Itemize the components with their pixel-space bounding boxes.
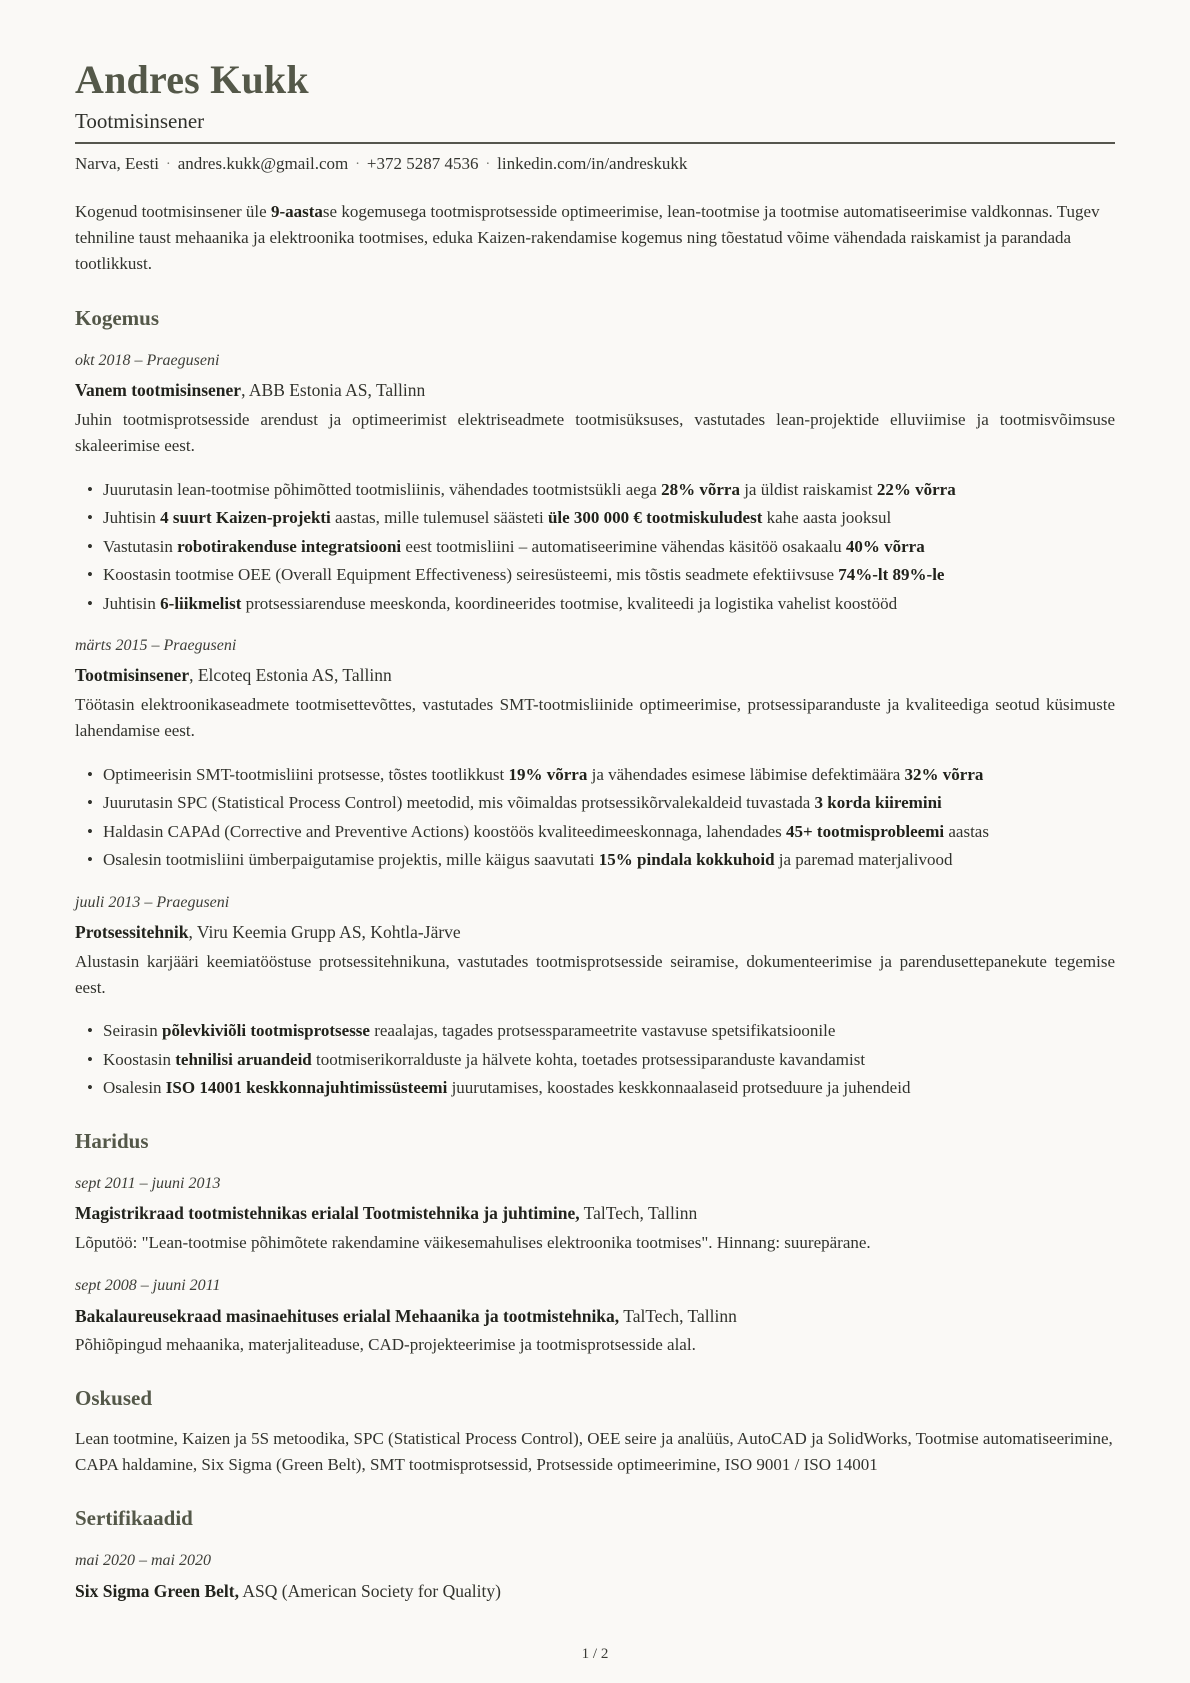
entry-bullet-list [75,477,1115,617]
entry-title: Protsessitehnik [75,922,189,943]
education-entry [75,1275,1115,1358]
entry-role [75,663,1115,688]
experience-entry [75,892,1115,1101]
entry-bullet-list [75,1018,1115,1101]
entry-cert-title: Six Sigma Green Belt, ASQ (American Society for Quality) [75,1580,501,1601]
entry-bullet-list [75,762,1115,873]
job-title-subtitle: Tootmisinsener [75,109,205,133]
entry-degree: Magistrikraad tootmistehnikas erialal Tootmistehnika ja juhtimine, TalTech, Tallinn [75,1203,698,1224]
entry-role [75,378,1115,403]
bullet-item: • Koostasin tootmise OEE (Overall Equipment Effectiveness) seiresüsteemi, mis tõstis seadmete efektiivsuse 74%-lt 89%-le [75,562,1115,588]
header-divider [75,142,1115,144]
entry-title: Vanem tootmisinsener [75,380,242,401]
entry-note: Lõputöö: "Lean-tootmise põhimõtete rakendamine väikesemahulises elektroonika tootmises". Hinnang: suurepärane. [75,1232,871,1252]
entry-dates: sept 2008 – juuni 2011 [75,1277,221,1295]
entry-company: , ABB Estonia AS, Tallinn [241,380,426,401]
bullet-item: • Koostasin tehnilisi aruandeid tootmiserikorralduste ja hälvete kohta, toetades protsessiparanduste kavandamist [75,1047,1115,1073]
bullet-item: • Juhtisin 6-liikmelist protsessiarenduse meeskonda, koordineerides tootmise, kvaliteedi ja logistika vahelist koostööd [75,591,1115,617]
entry-dates: märts 2015 – Praeguseni [75,637,237,655]
contact-separator: · [485,157,491,173]
bullet-item: • Vastutasin robotirakenduse integratsiooni eest tootmisliini – automatiseerimine vähendas käsitöö osakaalu 40% võrra [75,534,1115,560]
bullet-item: • Juhtisin 4 suurt Kaizen-projekti aastas, mille tulemusel säästeti üle 300 000 € tootmiskuludest kahe aasta jooksul [75,505,1115,531]
page-number: 1 / 2 [581,1646,609,1662]
contact-separator: · [355,157,360,173]
contact-location: Narva, Eesti [75,154,160,174]
entry-role [75,920,1115,945]
entry-dates: juuli 2013 – Praeguseni [75,893,230,911]
entry-dates: okt 2018 – Praeguseni [75,351,220,369]
certification-entry [75,1550,1115,1603]
entry-title: Tootmisinsener [75,665,190,686]
section-heading-experience: Kogemus [75,305,159,330]
entry-note: Põhiõpingud mehaanika, materjaliteaduse, CAD-projekteerimise ja tootmisprotsesside alal. [75,1335,696,1355]
bullet-item: • Seirasin põlevkiviõli tootmisprotsesse reaalajas, tagades protsessparameetrite vastavuse spetsifikatsioonile [75,1018,1115,1044]
section-heading-education: Haridus [75,1128,149,1153]
contact-email: andres.kukk@gmail.com [177,154,349,174]
entry-description: Töötasin elektroonikaseadmete tootmisettevõttes, vastutades SMT-tootmisliinide optimeerimise, protsessiparanduste ja kvaliteediga seotud küsimuste lahendamise eest. [75,694,1115,741]
entry-company: , Viru Keemia Grupp AS, Kohtla-Järve [188,922,461,943]
entry-dates: sept 2011 – juuni 2013 [75,1174,221,1192]
entry-dates: mai 2020 – mai 2020 [75,1552,211,1570]
bullet-item: • Juurutasin SPC (Statistical Process Control) meetodid, mis võimaldas protsessikõrvalekaldeid tuvastada 3 korda kiiremini [75,790,1115,816]
entry-company: , Elcoteq Estonia AS, Tallinn [189,665,392,686]
contact-line [75,151,1115,177]
experience-entry [75,350,1115,616]
section-heading-certifications: Sertifikaadid [75,1506,193,1531]
summary-paragraph: Kogenud tootmisinsener üle 9-aastase kogemusega tootmisprotsesside optimeerimise, lean-tootmise ja tootmise automatiseerimise valdkonnas. Tugev tehniline taust mehaanika ja elektroonika tootmises, eduka Kaizen-rakendamise kogemus ning tõestatud võime vähendada raiskamist ja parandada tootlikkust. [75,201,1100,274]
contact-phone: +372 5287 4536 [366,154,479,174]
entry-description: Juhin tootmisprotsesside arendust ja optimeerimist elektriseadmete tootmisüksuses, vastutades lean-projektide elluviimise ja tootmisvõimsuse skaleerimise eest. [75,409,1115,456]
section-heading-skills: Oskused [75,1386,153,1411]
bullet-item: • Osalesin tootmisliini ümberpaigutamise projektis, mille käigus saavutati 15% pindala kokkuhoid ja paremad materjalivood [75,847,1115,873]
bullet-item: • Osalesin ISO 14001 keskkonnajuhtimissüsteemi juurutamises, koostades keskkonnaalaseid protseduure ja juhendeid [75,1075,1115,1101]
person-name: Andres Kukk [75,57,309,102]
experience-entry [75,635,1115,873]
contact-separator: · [166,157,171,173]
contact-linkedin: linkedin.com/in/andreskukk [497,154,688,174]
entry-degree: Bakalaureusekraad masinaehituses erialal Mehaanika ja tootmistehnika, TalTech, Tallinn [75,1305,737,1326]
skills-list-text: Lean tootmine, Kaizen ja 5S metoodika, SPC (Statistical Process Control), OEE seire ja analüüs, AutoCAD ja SolidWorks, Tootmise automatiseerimine, CAPA haldamine, Six Sigma (Green Belt), SMT tootmisprotsessid, Protsesside optimeerimine, ISO 9001 / ISO 14001 [75,1428,1113,1474]
bullet-item: • Juurutasin lean-tootmise põhimõtted tootmisliinis, vähendades tootmistsükli aega 28% võrra ja üldist raiskamist 22% võrra [75,477,1115,503]
entry-description: Alustasin karjääri keemiatööstuse protsessitehnikuna, vastutades tootmisprotsesside seiramise, dokumenteerimise ja parendusettepanekute tegemise eest. [75,951,1115,997]
bullet-item: • Optimeerisin SMT-tootmisliini protsesse, tõstes tootlikkust 19% võrra ja vähendades esimese läbimise defektimäära 32% võrra [75,762,1115,788]
bullet-item: • Haldasin CAPAd (Corrective and Preventive Actions) koostöös kvaliteedimeeskonnaga, lahendades 45+ tootmisprobleemi aastas [75,819,1115,845]
education-entry [75,1173,1115,1256]
